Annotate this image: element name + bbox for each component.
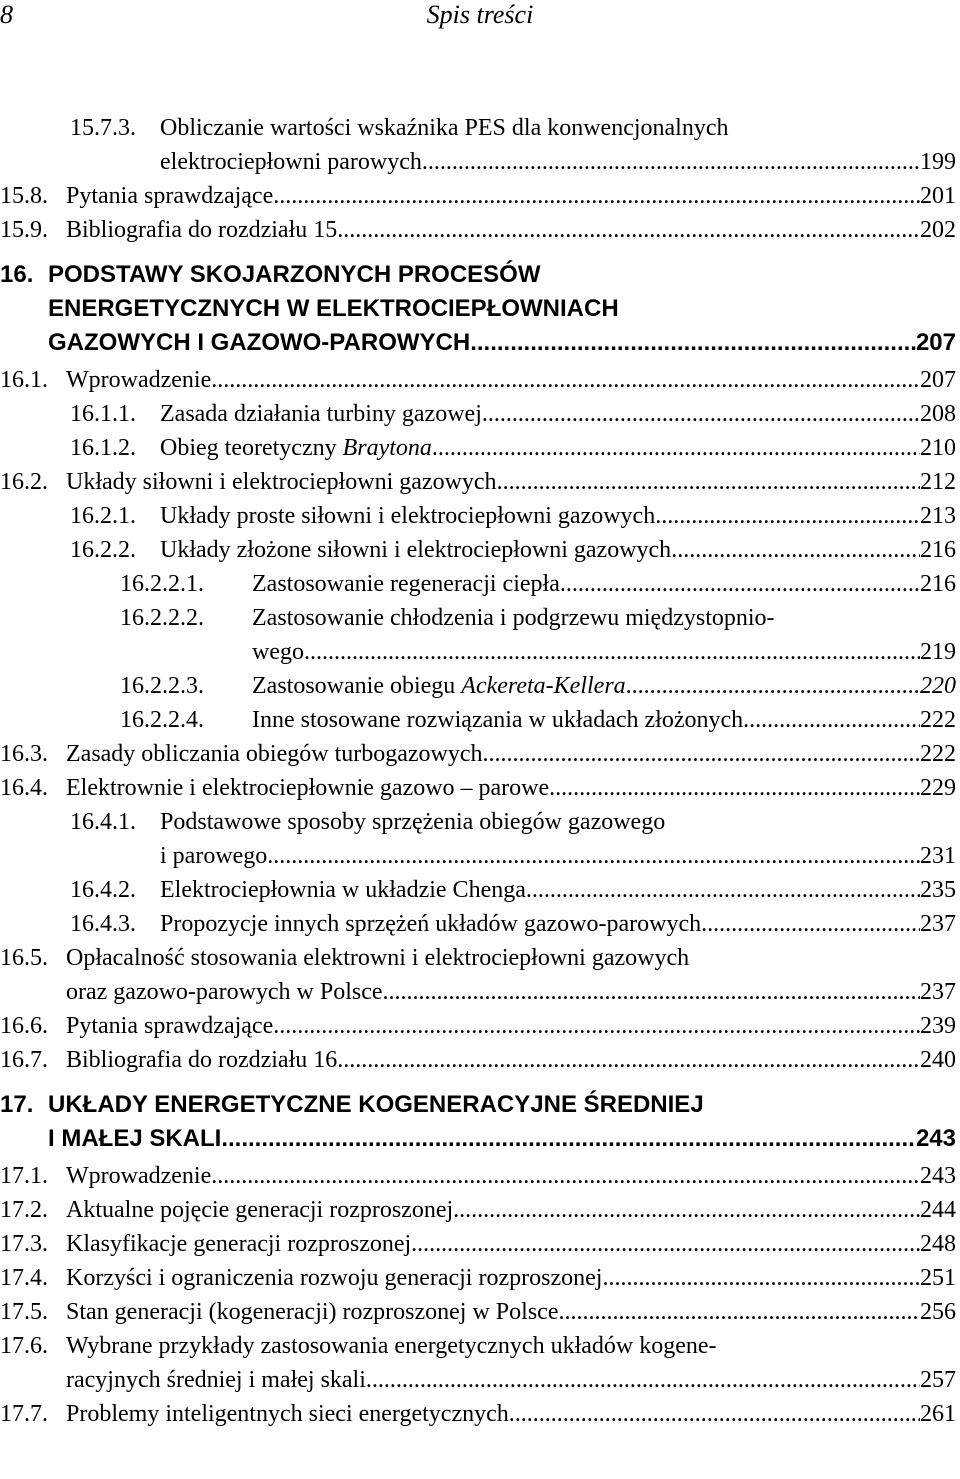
toc-entry[interactable] bbox=[0, 737, 956, 771]
toc-entry-number: 17.1. bbox=[0, 1163, 48, 1189]
toc-entry-title: Podstawowe sposoby sprzężenia obiegów gazowego bbox=[160, 809, 666, 835]
toc-entry[interactable] bbox=[0, 329, 956, 363]
toc-entry-title: Stan generacji (kogeneracji) rozproszonej w Polsce bbox=[66, 1299, 559, 1325]
toc-entry-page: 212 bbox=[920, 469, 956, 495]
toc-entry[interactable] bbox=[0, 533, 956, 567]
toc-entry-number: 17. bbox=[0, 1091, 34, 1118]
toc-leader-dots bbox=[655, 499, 920, 533]
toc-entry-number: 16.4.1. bbox=[70, 809, 136, 835]
toc-entry[interactable] bbox=[0, 431, 956, 465]
running-title: Spis treści bbox=[426, 0, 534, 29]
toc-entry-title: Pytania sprawdzające bbox=[66, 183, 274, 209]
toc-entry[interactable] bbox=[0, 771, 956, 805]
toc-entry-title: Inne stosowane rozwiązania w układach złożonych bbox=[252, 707, 744, 733]
toc-leader-dots bbox=[422, 145, 920, 179]
toc-leader-dots bbox=[671, 533, 920, 567]
toc-entry-title: Obieg teoretyczny Braytona bbox=[160, 435, 432, 461]
toc-leader-dots bbox=[497, 465, 920, 499]
toc-leader-dots bbox=[509, 1397, 920, 1431]
table-of-contents bbox=[0, 111, 956, 1431]
toc-entry-page: 248 bbox=[920, 1231, 956, 1257]
toc-entry-number: 16.2.2.4. bbox=[120, 707, 204, 733]
toc-leader-dots bbox=[273, 179, 920, 213]
toc-leader-dots bbox=[366, 1363, 920, 1397]
toc-entry-page: 199 bbox=[920, 149, 956, 175]
toc-entry-page: 237 bbox=[920, 911, 956, 937]
toc-leader-dots bbox=[453, 1193, 920, 1227]
toc-entry-number: 16.1.2. bbox=[70, 435, 136, 461]
toc-entry-number: 16.5. bbox=[0, 945, 48, 971]
toc-entry-number: 16.4. bbox=[0, 775, 48, 801]
toc-entry-number: 15.8. bbox=[0, 183, 48, 209]
toc-entry-page: 216 bbox=[920, 537, 956, 563]
toc-entry-title: Elektrociepłownia w układzie Chenga bbox=[160, 877, 526, 903]
toc-entry[interactable] bbox=[0, 213, 956, 247]
toc-entry-page: 219 bbox=[920, 639, 956, 665]
toc-entry-page: 261 bbox=[920, 1401, 956, 1427]
toc-entry-number: 16.2.2.1. bbox=[120, 571, 204, 597]
toc-entry-page: 216 bbox=[920, 571, 956, 597]
toc-entry-title: Wprowadzenie bbox=[66, 1163, 212, 1189]
toc-entry-number: 16.2. bbox=[0, 469, 48, 495]
toc-entry-number: 16.2.2.2. bbox=[120, 605, 204, 631]
toc-entry-title: Korzyści i ograniczenia rozwoju generacji rozproszonej bbox=[66, 1265, 603, 1291]
toc-entry[interactable] bbox=[0, 1043, 956, 1077]
toc-entry-number: 16.3. bbox=[0, 741, 48, 767]
toc-entry-page: 201 bbox=[920, 183, 956, 209]
toc-entry-title: Zastosowanie chłodzenia i podgrzewu międzystopnio- bbox=[252, 605, 775, 631]
toc-entry[interactable] bbox=[0, 907, 956, 941]
toc-leader-dots bbox=[343, 213, 920, 247]
toc-leader-dots bbox=[267, 839, 920, 873]
toc-entry-number: 17.5. bbox=[0, 1299, 48, 1325]
toc-entry-title: Opłacalność stosowania elektrowni i elektrociepłowni gazowych bbox=[66, 945, 690, 971]
toc-entry[interactable] bbox=[0, 295, 956, 329]
toc-entry-page: 231 bbox=[920, 843, 956, 869]
toc-entry-page: 207 bbox=[920, 367, 956, 393]
toc-entry-number: 16.4.2. bbox=[70, 877, 136, 903]
toc-entry[interactable] bbox=[0, 261, 956, 295]
toc-leader-dots bbox=[470, 329, 916, 357]
toc-entry-number: 17.4. bbox=[0, 1265, 48, 1291]
toc-entry-page: 244 bbox=[920, 1197, 956, 1223]
toc-entry-title: Bibliografia do rozdziału 15. bbox=[66, 217, 344, 243]
toc-entry-page: 222 bbox=[920, 741, 956, 767]
toc-leader-dots bbox=[343, 1043, 920, 1077]
toc-entry-number: 15.9. bbox=[0, 217, 48, 243]
toc-entry-page: 243 bbox=[915, 1125, 956, 1152]
toc-entry[interactable] bbox=[0, 669, 956, 703]
toc-entry-page: 213 bbox=[920, 503, 956, 529]
toc-entry-page: 257 bbox=[920, 1367, 956, 1393]
toc-entry-title: PODSTAWY SKOJARZONYCH PROCESÓW bbox=[48, 261, 541, 288]
toc-entry-page: 229 bbox=[920, 775, 956, 801]
toc-entry[interactable] bbox=[0, 635, 956, 669]
toc-entry[interactable] bbox=[0, 601, 956, 635]
toc-entry-title: Zasady obliczania obiegów turbogazowych bbox=[66, 741, 483, 767]
toc-entry-page: 222 bbox=[920, 707, 956, 733]
toc-entry-title: Układy złożone siłowni i elektrociepłowni gazowych bbox=[160, 537, 672, 563]
toc-entry-page: 220 bbox=[920, 673, 956, 699]
toc-entry-title: Zastosowanie regeneracji ciepła bbox=[252, 571, 560, 597]
toc-entry-title: Obliczanie wartości wskaźnika PES dla konwencjonalnych bbox=[160, 115, 729, 141]
toc-entry-title: ENERGETYCZNYCH W ELEKTROCIEPŁOWNIACH bbox=[48, 295, 619, 322]
toc-entry[interactable] bbox=[0, 111, 956, 145]
toc-entry[interactable] bbox=[0, 363, 956, 397]
toc-entry-page: 235 bbox=[920, 877, 956, 903]
toc-entry[interactable] bbox=[0, 499, 956, 533]
toc-leader-dots bbox=[626, 669, 920, 703]
toc-leader-dots bbox=[383, 975, 920, 1009]
toc-entry[interactable] bbox=[0, 703, 956, 737]
toc-entry-page: 237 bbox=[920, 979, 956, 1005]
toc-entry[interactable] bbox=[0, 1159, 956, 1193]
toc-leader-dots bbox=[701, 907, 920, 941]
toc-entry[interactable] bbox=[0, 1329, 956, 1363]
toc-leader-dots bbox=[411, 1227, 920, 1261]
section-gap bbox=[0, 247, 956, 261]
toc-entry[interactable] bbox=[0, 1363, 956, 1397]
toc-entry-page: 243 bbox=[920, 1163, 956, 1189]
toc-entry-number: 16. bbox=[0, 261, 34, 288]
toc-leader-dots bbox=[211, 1159, 920, 1193]
toc-entry[interactable] bbox=[0, 839, 956, 873]
toc-entry[interactable] bbox=[0, 1193, 956, 1227]
toc-entry[interactable] bbox=[0, 179, 956, 213]
toc-entry-number: 16.6. bbox=[0, 1013, 48, 1039]
toc-entry-title: I MAŁEJ SKALI bbox=[48, 1125, 222, 1152]
toc-leader-dots bbox=[273, 1009, 920, 1043]
toc-entry-number: 15.7.3. bbox=[70, 115, 136, 141]
toc-entry-number: 16.1.1. bbox=[70, 401, 136, 427]
toc-entry-page: 240 bbox=[920, 1047, 956, 1073]
toc-entry-number: 16.7. bbox=[0, 1047, 48, 1073]
page-header bbox=[0, 0, 960, 34]
toc-entry-page: 202 bbox=[920, 217, 956, 243]
toc-entry[interactable] bbox=[0, 397, 956, 431]
toc-leader-dots bbox=[483, 737, 920, 771]
toc-leader-dots bbox=[432, 431, 920, 465]
toc-leader-dots bbox=[482, 397, 920, 431]
toc-entry-number: 17.2. bbox=[0, 1197, 48, 1223]
toc-entry-number: 17.7. bbox=[0, 1401, 48, 1427]
toc-entry[interactable] bbox=[0, 145, 956, 179]
toc-leader-dots bbox=[558, 1295, 920, 1329]
toc-entry-number: 17.3. bbox=[0, 1231, 48, 1257]
toc-entry[interactable] bbox=[0, 975, 956, 1009]
toc-entry-page: 239 bbox=[920, 1013, 956, 1039]
toc-entry[interactable] bbox=[0, 805, 956, 839]
toc-entry-number: 16.2.2.3. bbox=[120, 673, 204, 699]
toc-entry-number: 16.4.3. bbox=[70, 911, 136, 937]
toc-entry-title: i parowego bbox=[160, 843, 268, 869]
toc-entry[interactable] bbox=[0, 567, 956, 601]
toc-entry-title: racyjnych średniej i małej skali bbox=[66, 1367, 366, 1393]
toc-entry[interactable] bbox=[0, 465, 956, 499]
toc-entry-title: Problemy inteligentnych sieci energetycznych bbox=[66, 1401, 509, 1427]
toc-entry-page: 256 bbox=[920, 1299, 956, 1325]
toc-entry-page: 208 bbox=[920, 401, 956, 427]
toc-entry-title: Propozycje innych sprzężeń układów gazowo-parowych bbox=[160, 911, 702, 937]
toc-entry-title: Wybrane przykłady zastosowania energetycznych układów kogene- bbox=[66, 1333, 717, 1359]
toc-entry[interactable] bbox=[0, 1397, 956, 1431]
toc-leader-dots bbox=[526, 873, 920, 907]
toc-entry[interactable] bbox=[0, 1227, 956, 1261]
toc-entry-title: Układy proste siłowni i elektrociepłowni gazowych bbox=[160, 503, 656, 529]
toc-entry-page: 207 bbox=[915, 329, 956, 356]
toc-entry[interactable] bbox=[0, 1295, 956, 1329]
toc-entry-title: Elektrownie i elektrociepłownie gazowo – parowe bbox=[66, 775, 550, 801]
toc-entry-title: Klasyfikacje generacji rozproszonej bbox=[66, 1231, 412, 1257]
toc-entry[interactable] bbox=[0, 1261, 956, 1295]
toc-entry-title: elektrociepłowni parowych bbox=[160, 149, 422, 175]
toc-leader-dots bbox=[743, 703, 920, 737]
toc-entry[interactable] bbox=[0, 1091, 956, 1125]
toc-entry-title: Pytania sprawdzające bbox=[66, 1013, 274, 1039]
toc-leader-dots bbox=[549, 771, 920, 805]
toc-entry-title: Bibliografia do rozdziału 16. bbox=[66, 1047, 344, 1073]
toc-entry-title: Układy siłowni i elektrociepłowni gazowych bbox=[66, 469, 497, 495]
toc-entry-title: Wprowadzenie bbox=[66, 367, 212, 393]
toc-entry[interactable] bbox=[0, 1009, 956, 1043]
page-number: 8 bbox=[0, 0, 13, 29]
toc-entry[interactable] bbox=[0, 1125, 956, 1159]
toc-entry-title: oraz gazowo-parowych w Polsce bbox=[66, 979, 383, 1005]
toc-entry-title: Zastosowanie obiegu Ackereta-Kellera bbox=[252, 673, 626, 699]
toc-entry-title: Zasada działania turbiny gazowej bbox=[160, 401, 482, 427]
toc-entry[interactable] bbox=[0, 941, 956, 975]
toc-leader-dots bbox=[221, 1125, 916, 1153]
toc-entry-number: 16.2.1. bbox=[70, 503, 136, 529]
toc-leader-dots bbox=[211, 363, 920, 397]
toc-entry-number: 16.1. bbox=[0, 367, 48, 393]
toc-entry-title: GAZOWYCH I GAZOWO-PAROWYCH bbox=[48, 329, 471, 356]
toc-entry-title: wego bbox=[252, 639, 304, 665]
toc-entry-page: 251 bbox=[920, 1265, 956, 1291]
toc-entry-number: 17.6. bbox=[0, 1333, 48, 1359]
section-gap bbox=[0, 1077, 956, 1091]
toc-entry-page: 210 bbox=[920, 435, 956, 461]
toc-entry-title: Aktualne pojęcie generacji rozproszonej bbox=[66, 1197, 454, 1223]
toc-leader-dots bbox=[304, 635, 920, 669]
toc-leader-dots bbox=[560, 567, 920, 601]
toc-entry[interactable] bbox=[0, 873, 956, 907]
toc-leader-dots bbox=[602, 1261, 920, 1295]
toc-entry-title: UKŁADY ENERGETYCZNE KOGENERACYJNE ŚREDNIEJ bbox=[48, 1091, 704, 1118]
toc-entry-number: 16.2.2. bbox=[70, 537, 136, 563]
